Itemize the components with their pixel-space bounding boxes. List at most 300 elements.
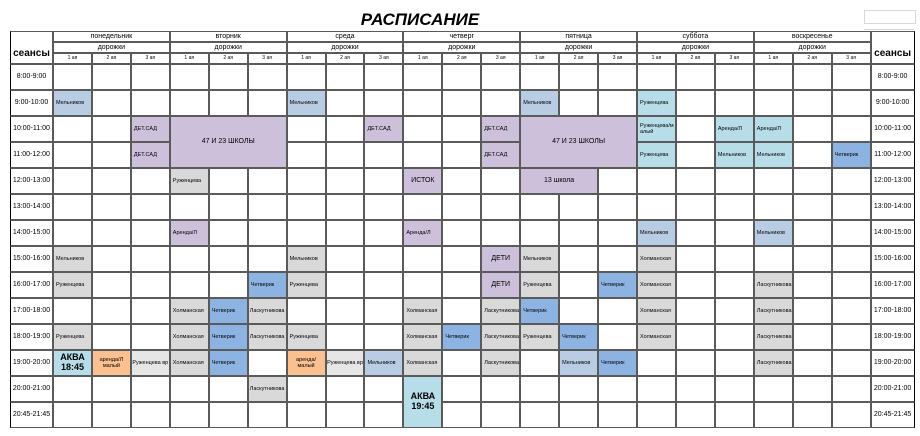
schedule-cell bbox=[403, 272, 442, 298]
event-block bbox=[637, 116, 676, 142]
day-header-7: воскресенье bbox=[754, 31, 871, 42]
lanes-header-6: дорожки bbox=[637, 42, 754, 53]
event-block bbox=[481, 116, 520, 142]
schedule-cell bbox=[520, 402, 559, 428]
event-label: Четверик bbox=[562, 333, 586, 340]
lane-header: 3 ая bbox=[131, 53, 170, 64]
event-label: Холманская bbox=[640, 307, 671, 314]
schedule-cell bbox=[832, 194, 871, 220]
event-label: Руженцева вр bbox=[132, 359, 169, 366]
sessions-label-right-text: сеансы bbox=[874, 48, 911, 59]
schedule-cell bbox=[287, 220, 326, 246]
schedule-cell bbox=[53, 402, 92, 428]
event-block bbox=[403, 350, 442, 376]
schedule-cell bbox=[364, 168, 403, 194]
schedule-cell bbox=[598, 90, 637, 116]
schedule-cell bbox=[754, 168, 793, 194]
time-slot-right: 17:00-18:00 bbox=[871, 298, 915, 324]
schedule-cell bbox=[481, 90, 520, 116]
event-label: Ласкутникова bbox=[249, 307, 285, 314]
event-block bbox=[754, 142, 793, 168]
event-label: Четверик bbox=[250, 281, 275, 288]
event-label: Холманская bbox=[406, 359, 438, 366]
event-label: Мельников bbox=[562, 359, 591, 366]
event-label: Четверик bbox=[445, 333, 469, 340]
schedule-cell bbox=[364, 402, 403, 428]
schedule-cell bbox=[403, 246, 442, 272]
schedule-cell bbox=[637, 376, 676, 402]
schedule-cell bbox=[715, 90, 754, 116]
event-block bbox=[598, 272, 637, 298]
time-slot-left: 10:00-11:00 bbox=[10, 116, 53, 142]
schedule-cell bbox=[364, 220, 403, 246]
schedule-cell bbox=[598, 194, 637, 220]
event-label: Мельников bbox=[56, 99, 85, 106]
schedule-cell bbox=[715, 350, 754, 376]
schedule-cell bbox=[676, 298, 715, 324]
event-label: Мельников bbox=[717, 151, 747, 158]
schedule-cell bbox=[92, 298, 131, 324]
event-block bbox=[326, 350, 365, 376]
schedule-cell bbox=[326, 324, 365, 350]
event-label: Руженцева bbox=[640, 151, 669, 158]
schedule-cell bbox=[676, 142, 715, 168]
event-block bbox=[520, 168, 598, 194]
schedule-cell bbox=[326, 168, 365, 194]
schedule-cell bbox=[442, 246, 481, 272]
schedule-cell bbox=[793, 142, 832, 168]
schedule-cell bbox=[559, 272, 598, 298]
event-block bbox=[520, 90, 559, 116]
schedule-cell bbox=[832, 90, 871, 116]
event-block bbox=[403, 298, 442, 324]
event-block bbox=[248, 298, 287, 324]
schedule-cell bbox=[715, 168, 754, 194]
schedule-cell bbox=[559, 64, 598, 90]
event-label: ДЕТ.САД bbox=[484, 125, 508, 132]
schedule-cell bbox=[170, 64, 209, 90]
schedule-cell bbox=[248, 220, 287, 246]
lane-header: 3 ая bbox=[481, 53, 520, 64]
schedule-cell bbox=[754, 376, 793, 402]
schedule-cell bbox=[676, 324, 715, 350]
event-label: Холманская bbox=[640, 281, 671, 288]
time-slot-left: 20:45-21:45 bbox=[10, 402, 53, 428]
schedule-cell bbox=[209, 402, 248, 428]
event-block bbox=[481, 324, 520, 350]
schedule-cell bbox=[92, 90, 131, 116]
event-label: аренда/малый bbox=[296, 356, 317, 369]
lane-header: 3 ая bbox=[832, 53, 871, 64]
time-slot-left: 9:00-10:00 bbox=[10, 90, 53, 116]
event-block bbox=[715, 116, 754, 142]
schedule-cell bbox=[559, 220, 598, 246]
schedule-cell bbox=[248, 168, 287, 194]
schedule-cell bbox=[131, 194, 170, 220]
event-label: Ласкутникова bbox=[484, 307, 519, 314]
schedule-cell bbox=[364, 194, 403, 220]
event-block bbox=[53, 350, 92, 376]
schedule-cell bbox=[131, 246, 170, 272]
event-label: Ласкутникова bbox=[484, 359, 519, 366]
schedule-cell bbox=[131, 298, 170, 324]
event-block bbox=[637, 220, 676, 246]
schedule-cell bbox=[209, 168, 248, 194]
schedule-cell bbox=[53, 168, 92, 194]
event-block bbox=[53, 272, 92, 298]
schedule-cell bbox=[793, 116, 832, 142]
schedule-cell bbox=[832, 220, 871, 246]
schedule-cell bbox=[520, 220, 559, 246]
event-block bbox=[209, 324, 248, 350]
event-label: Четверик bbox=[601, 281, 625, 288]
schedule-cell bbox=[442, 116, 481, 142]
schedule-cell bbox=[131, 324, 170, 350]
event-label: Руженцева вр bbox=[327, 359, 363, 366]
event-block bbox=[754, 272, 793, 298]
schedule-cell bbox=[559, 90, 598, 116]
schedule-cell bbox=[209, 90, 248, 116]
schedule-cell bbox=[676, 194, 715, 220]
event-label: 47 И 23 ШКОЛЫ bbox=[201, 138, 255, 146]
event-label: ДЕТИ bbox=[491, 281, 511, 289]
schedule-cell bbox=[131, 90, 170, 116]
schedule-cell bbox=[287, 116, 326, 142]
event-label: Холманская bbox=[172, 333, 204, 340]
event-label: ДЕТ.САД bbox=[133, 125, 157, 132]
time-slot-right: 18:00-19:00 bbox=[871, 324, 915, 350]
schedule-cell bbox=[92, 194, 131, 220]
event-label: Ласкутникова bbox=[249, 385, 285, 392]
time-slot-right: 8:00-9:00 bbox=[871, 64, 915, 90]
event-label: Четверик bbox=[211, 333, 236, 340]
lane-header: 2 ая bbox=[793, 53, 832, 64]
schedule-cell bbox=[248, 350, 287, 376]
lane-header: 2 ая bbox=[326, 53, 365, 64]
schedule-cell bbox=[793, 90, 832, 116]
schedule-cell bbox=[520, 350, 559, 376]
event-block bbox=[170, 168, 209, 194]
schedule-cell bbox=[832, 64, 871, 90]
lane-header: 1 ая bbox=[287, 53, 326, 64]
event-block bbox=[403, 376, 442, 428]
event-label: ДЕТ.САД bbox=[367, 125, 391, 132]
schedule-cell bbox=[248, 194, 287, 220]
schedule-cell bbox=[481, 194, 520, 220]
day-header-4: четверг bbox=[403, 31, 520, 42]
schedule-cell bbox=[832, 402, 871, 428]
schedule-cell bbox=[676, 350, 715, 376]
schedule-cell bbox=[53, 142, 92, 168]
schedule-cell bbox=[326, 142, 365, 168]
event-label: Холманская bbox=[640, 255, 671, 262]
schedule-cell bbox=[287, 64, 326, 90]
schedule-cell bbox=[832, 298, 871, 324]
schedule-cell bbox=[793, 220, 832, 246]
schedule-cell bbox=[53, 376, 92, 402]
schedule-cell bbox=[170, 272, 209, 298]
schedule-cell bbox=[442, 298, 481, 324]
event-block bbox=[403, 220, 442, 246]
event-label: Мельников bbox=[56, 255, 85, 262]
schedule-cell bbox=[598, 324, 637, 350]
event-label: Руженцева bbox=[56, 281, 85, 288]
lane-header: 2 ая bbox=[209, 53, 248, 64]
schedule-cell bbox=[598, 246, 637, 272]
schedule-cell bbox=[92, 116, 131, 142]
schedule-cell bbox=[287, 168, 326, 194]
schedule-cell bbox=[793, 272, 832, 298]
schedule-cell bbox=[637, 402, 676, 428]
event-label: Ласкутникова bbox=[756, 281, 792, 288]
schedule-cell bbox=[442, 402, 481, 428]
schedule-cell bbox=[442, 220, 481, 246]
schedule-cell bbox=[326, 272, 365, 298]
schedule-cell bbox=[793, 402, 832, 428]
event-block bbox=[598, 350, 637, 376]
schedule-cell bbox=[559, 376, 598, 402]
day-header-2: вторник bbox=[170, 31, 287, 42]
event-block bbox=[287, 90, 326, 116]
schedule-cell bbox=[326, 90, 365, 116]
event-label: Мельников bbox=[523, 99, 552, 106]
event-block bbox=[481, 298, 520, 324]
event-block bbox=[637, 246, 676, 272]
schedule-cell bbox=[92, 64, 131, 90]
schedule-cell bbox=[793, 168, 832, 194]
schedule-cell bbox=[793, 246, 832, 272]
schedule-cell bbox=[170, 194, 209, 220]
schedule-cell bbox=[715, 298, 754, 324]
schedule-cell bbox=[287, 402, 326, 428]
schedule-cell bbox=[53, 116, 92, 142]
time-slot-right: 16:00-17:00 bbox=[871, 272, 915, 298]
schedule-cell bbox=[364, 298, 403, 324]
schedule-cell bbox=[637, 64, 676, 90]
time-slot-right: 20:00-21:00 bbox=[871, 376, 915, 402]
schedule-cell bbox=[364, 272, 403, 298]
lanes-header-3: дорожки bbox=[287, 42, 404, 53]
event-block bbox=[637, 90, 676, 116]
event-block bbox=[637, 142, 676, 168]
schedule-cell bbox=[715, 194, 754, 220]
event-label: Мельников bbox=[523, 255, 552, 262]
event-block bbox=[287, 350, 326, 376]
lanes-header-7: дорожки bbox=[754, 42, 871, 53]
event-label: ДЕТИ bbox=[491, 255, 511, 263]
schedule-cell bbox=[53, 194, 92, 220]
sessions-label-left-text: сеансы bbox=[13, 48, 50, 59]
schedule-cell bbox=[326, 246, 365, 272]
schedule-cell bbox=[442, 350, 481, 376]
event-block bbox=[53, 90, 92, 116]
schedule-cell bbox=[403, 142, 442, 168]
event-block bbox=[715, 142, 754, 168]
schedule-cell bbox=[598, 64, 637, 90]
schedule-cell bbox=[442, 168, 481, 194]
schedule-cell bbox=[442, 142, 481, 168]
schedule-cell bbox=[326, 220, 365, 246]
time-slot-right: 10:00-11:00 bbox=[871, 116, 915, 142]
schedule-title: РАСПИСАНИЕ bbox=[360, 10, 480, 29]
lanes-header-1: дорожки bbox=[53, 42, 170, 53]
lane-header: 1 ая bbox=[403, 53, 442, 64]
event-block bbox=[754, 350, 793, 376]
event-block bbox=[170, 220, 209, 246]
schedule-cell bbox=[364, 64, 403, 90]
lane-header: 2 ая bbox=[442, 53, 481, 64]
event-label: АКВА 18:45 bbox=[60, 352, 85, 372]
event-block bbox=[754, 324, 793, 350]
event-label: АКВА 19:45 bbox=[410, 391, 436, 411]
event-block bbox=[403, 324, 442, 350]
schedule-cell bbox=[364, 90, 403, 116]
header-blank-cell-lower bbox=[864, 21, 914, 30]
schedule-cell bbox=[287, 142, 326, 168]
event-block bbox=[520, 246, 559, 272]
lane-header: 1 ая bbox=[170, 53, 209, 64]
schedule-cell bbox=[481, 64, 520, 90]
event-label: Руженцева bbox=[289, 333, 318, 340]
schedule-cell bbox=[793, 298, 832, 324]
event-block bbox=[754, 220, 793, 246]
schedule-cell bbox=[92, 246, 131, 272]
event-block bbox=[520, 272, 559, 298]
schedule-cell bbox=[754, 64, 793, 90]
schedule-cell bbox=[676, 116, 715, 142]
schedule-cell bbox=[53, 220, 92, 246]
schedule-cell bbox=[364, 142, 403, 168]
event-label: Холманская bbox=[640, 333, 671, 340]
lane-header: 1 ая bbox=[637, 53, 676, 64]
schedule-cell bbox=[209, 376, 248, 402]
schedule-cell bbox=[248, 402, 287, 428]
event-label: Руженцева bbox=[523, 281, 552, 288]
schedule-cell bbox=[793, 376, 832, 402]
event-label: Аренда/Л bbox=[172, 229, 198, 236]
event-block bbox=[637, 298, 676, 324]
event-label: Ласкутникова bbox=[756, 307, 792, 314]
lane-header: 2 ая bbox=[92, 53, 131, 64]
schedule-cell bbox=[715, 64, 754, 90]
schedule-cell bbox=[287, 298, 326, 324]
day-header-1: понедельник bbox=[53, 31, 170, 42]
event-label: Четверик bbox=[834, 151, 859, 158]
event-block bbox=[559, 324, 598, 350]
event-block bbox=[442, 324, 481, 350]
event-label: Руженцева bbox=[56, 333, 85, 340]
schedule-cell bbox=[559, 298, 598, 324]
schedule-cell bbox=[832, 376, 871, 402]
lane-header: 1 ая bbox=[754, 53, 793, 64]
lane-header: 3 ая bbox=[598, 53, 637, 64]
event-label: Аренда/Л bbox=[717, 125, 743, 132]
time-slot-right: 20:45-21:45 bbox=[871, 402, 915, 428]
schedule-cell bbox=[248, 90, 287, 116]
schedule-cell bbox=[131, 272, 170, 298]
event-label: Аренда/Л bbox=[406, 229, 431, 236]
schedule-cell bbox=[131, 402, 170, 428]
event-label: Холманская bbox=[172, 307, 204, 314]
schedule-cell bbox=[676, 64, 715, 90]
schedule-cell bbox=[793, 350, 832, 376]
event-block bbox=[287, 272, 326, 298]
schedule-cell bbox=[715, 376, 754, 402]
schedule-cell bbox=[403, 64, 442, 90]
event-block bbox=[53, 324, 92, 350]
schedule-cell bbox=[832, 246, 871, 272]
event-block bbox=[92, 350, 131, 376]
event-block bbox=[53, 246, 92, 272]
event-block bbox=[364, 116, 403, 142]
schedule-cell bbox=[754, 194, 793, 220]
schedule-cell bbox=[676, 168, 715, 194]
schedule-cell bbox=[520, 194, 559, 220]
event-label: Ласкутникова bbox=[484, 333, 519, 340]
schedule-cell bbox=[598, 168, 637, 194]
schedule-cell bbox=[754, 90, 793, 116]
day-header-5: пятница bbox=[520, 31, 637, 42]
day-header-6: суббота bbox=[637, 31, 754, 42]
schedule-cell bbox=[793, 324, 832, 350]
lane-header: 2 ая bbox=[559, 53, 598, 64]
schedule-cell bbox=[326, 298, 365, 324]
event-block bbox=[209, 350, 248, 376]
event-block bbox=[131, 350, 170, 376]
event-label: ДЕТ.САД bbox=[133, 151, 157, 158]
schedule-cell bbox=[170, 90, 209, 116]
schedule-cell bbox=[715, 246, 754, 272]
schedule-cell bbox=[92, 324, 131, 350]
time-slot-right: 9:00-10:00 bbox=[871, 90, 915, 116]
event-block bbox=[481, 142, 520, 168]
event-label: Ласкутникова bbox=[756, 359, 792, 366]
schedule-cell bbox=[170, 376, 209, 402]
event-block bbox=[637, 324, 676, 350]
event-block bbox=[170, 350, 209, 376]
event-label: Холманская bbox=[406, 307, 438, 314]
schedule-cell bbox=[131, 168, 170, 194]
event-block bbox=[559, 350, 598, 376]
schedule-cell bbox=[598, 220, 637, 246]
time-slot-left: 13:00-14:00 bbox=[10, 194, 53, 220]
schedule-cell bbox=[442, 376, 481, 402]
time-slot-left: 14:00-15:00 bbox=[10, 220, 53, 246]
event-label: Мельников bbox=[756, 229, 785, 236]
event-label: 13 школа bbox=[544, 177, 575, 185]
time-slot-left: 8:00-9:00 bbox=[10, 64, 53, 90]
schedule-cell bbox=[676, 246, 715, 272]
event-label: Мельников bbox=[640, 229, 669, 236]
schedule-cell bbox=[403, 90, 442, 116]
schedule-cell bbox=[598, 298, 637, 324]
schedule-cell bbox=[559, 194, 598, 220]
event-label: Холманская bbox=[406, 333, 438, 340]
schedule-cell bbox=[131, 220, 170, 246]
schedule-cell bbox=[676, 402, 715, 428]
time-slot-left: 18:00-19:00 bbox=[10, 324, 53, 350]
schedule-cell bbox=[170, 246, 209, 272]
event-label: Ласкутникова bbox=[756, 333, 792, 340]
time-slot-right: 15:00-16:00 bbox=[871, 246, 915, 272]
lane-header: 1 ая bbox=[520, 53, 559, 64]
schedule-cell bbox=[53, 298, 92, 324]
event-label: Аренда/Л bbox=[756, 125, 782, 132]
schedule-cell bbox=[131, 64, 170, 90]
event-label: Руженцева bbox=[289, 281, 318, 288]
event-block bbox=[754, 116, 793, 142]
lane-header: 3 ая bbox=[715, 53, 754, 64]
